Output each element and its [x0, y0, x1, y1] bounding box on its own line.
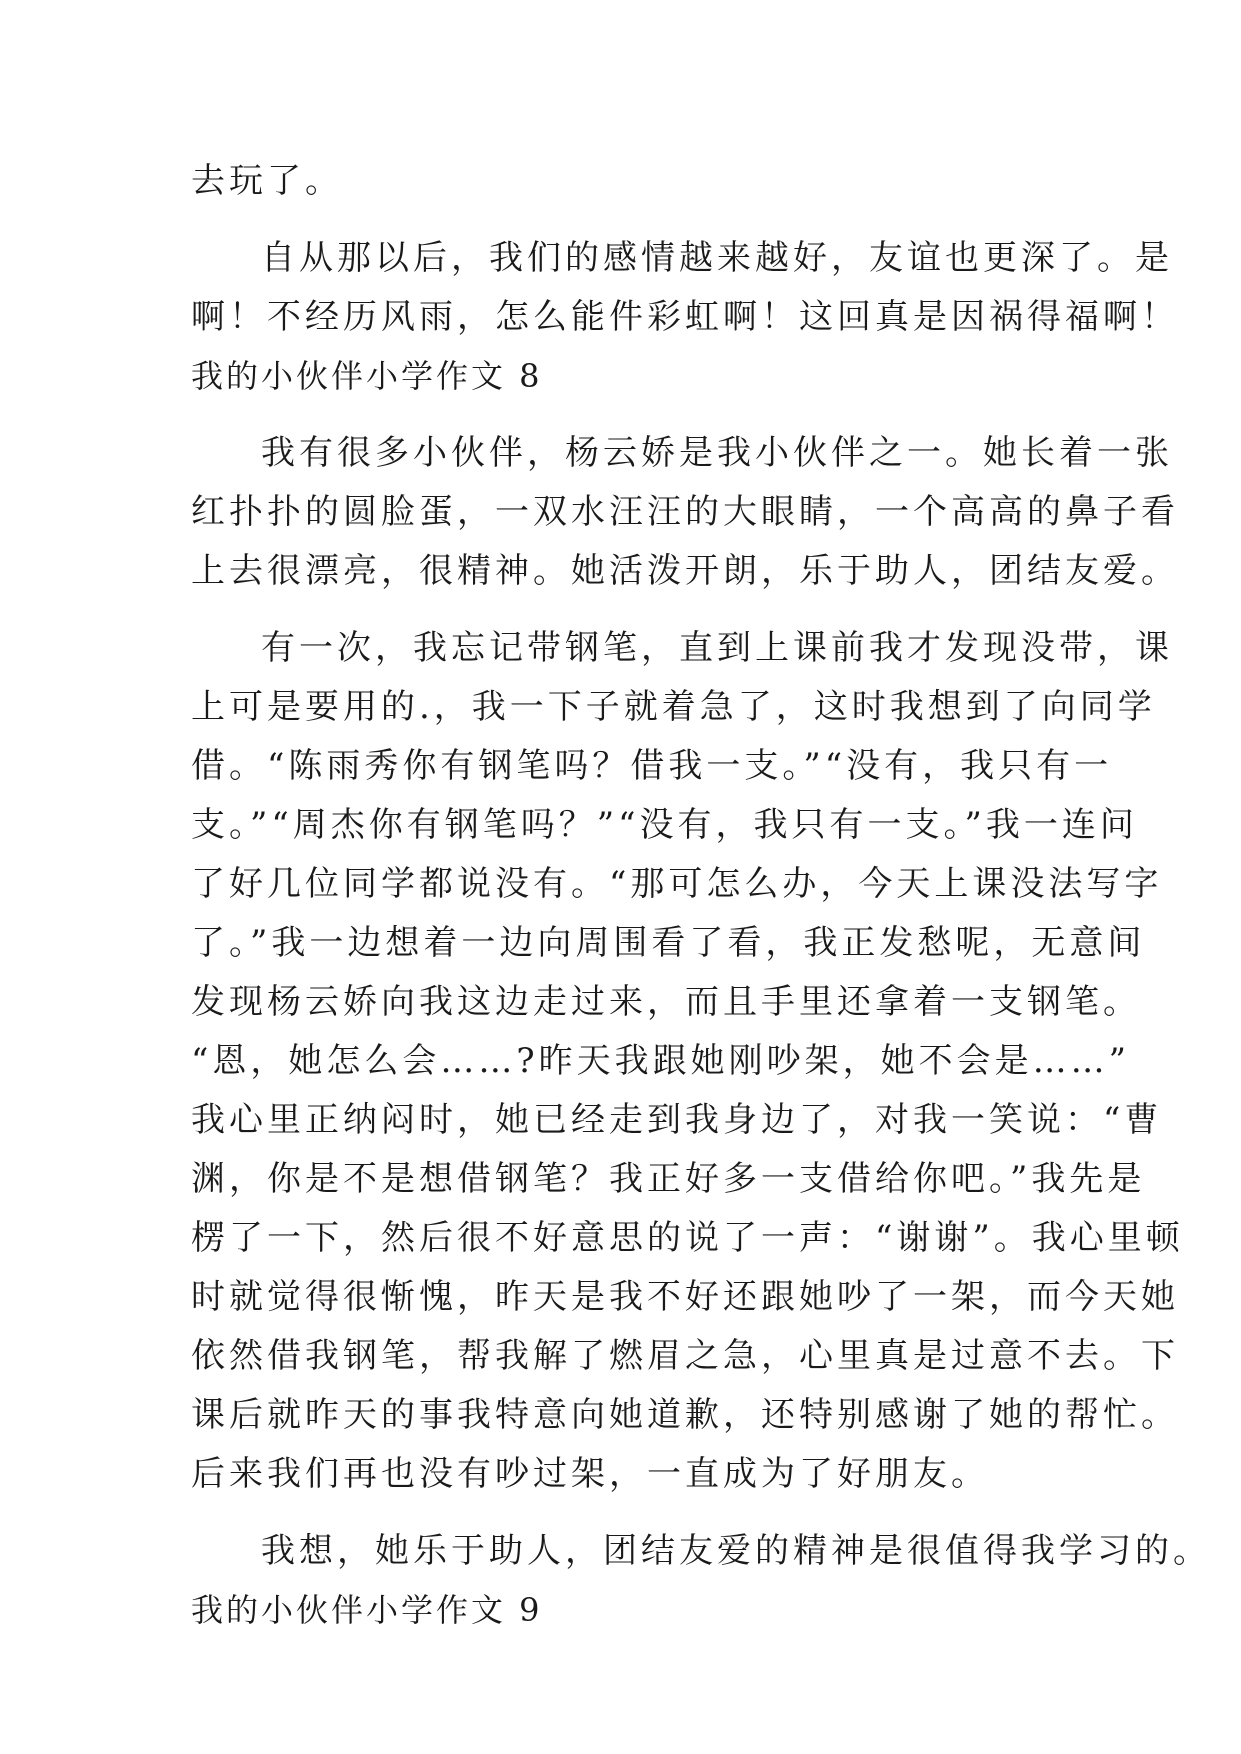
- paragraph-line: 有一次，我忘记带钢笔，直到上课前我才发现没带，课: [261, 628, 1173, 668]
- paragraph-line: “恩，她怎么会……?昨天我跟她刚吵架，她不会是……”: [191, 1041, 1130, 1081]
- paragraph-line: 啊！不经历风雨，怎么能件彩虹啊！这回真是因祸得福啊！: [191, 297, 1179, 337]
- paragraph-line: 上去很漂亮，很精神。她活泼开朗，乐于助人，团结友爱。: [191, 551, 1179, 591]
- paragraph-line: 渊，你是不是想借钢笔？我正好多一支借给你吧。”我先是: [191, 1159, 1146, 1199]
- paragraph-line: 后来我们再也没有吵过架，一直成为了好朋友。: [191, 1454, 989, 1494]
- paragraph-line: 我想，她乐于助人，团结友爱的精神是很值得我学习的。: [261, 1531, 1211, 1571]
- paragraph-line: 去玩了。: [191, 161, 343, 201]
- paragraph-line: 支。”“周杰你有钢笔吗？”“没有，我只有一支。”我一连问: [191, 805, 1138, 845]
- section-title: 我的小伙伴小学作文 9: [191, 1591, 543, 1629]
- paragraph-line: 发现杨云娇向我这边走过来，而且手里还拿着一支钢笔。: [191, 982, 1141, 1022]
- paragraph-line: 我有很多小伙伴，杨云娇是我小伙伴之一。她长着一张: [261, 433, 1173, 473]
- paragraph-line: 时就觉得很惭愧，昨天是我不好还跟她吵了一架，而今天她: [191, 1277, 1179, 1317]
- paragraph-line: 上可是要用的.，我一下子就着急了，这时我想到了向同学: [191, 687, 1156, 727]
- paragraph-line: 了。”我一边想着一边向周围看了看，我正发愁呢，无意间: [191, 923, 1146, 963]
- document-page: [191, 152, 1211, 1640]
- paragraph-line: 借。“陈雨秀你有钢笔吗？借我一支。”“没有，我只有一: [191, 746, 1113, 786]
- paragraph-line: 自从那以后，我们的感情越来越好，友谊也更深了。是: [261, 238, 1173, 278]
- paragraph-line: 依然借我钢笔，帮我解了燃眉之急，心里真是过意不去。下: [191, 1336, 1179, 1376]
- paragraph-line: 楞了一下，然后很不好意思的说了一声：“谢谢”。我心里顿: [191, 1218, 1184, 1258]
- paragraph-line: 我心里正纳闷时，她已经走到我身边了，对我一笑说：“曹: [191, 1100, 1163, 1140]
- paragraph-line: 课后就昨天的事我特意向她道歉，还特别感谢了她的帮忙。: [191, 1395, 1179, 1435]
- paragraph-line: 红扑扑的圆脸蛋，一双水汪汪的大眼睛，一个高高的鼻子看: [191, 492, 1179, 532]
- section-title: 我的小伙伴小学作文 8: [191, 357, 543, 395]
- paragraph-line: 了好几位同学都说没有。“那可怎么办，今天上课没法写字: [191, 864, 1163, 904]
